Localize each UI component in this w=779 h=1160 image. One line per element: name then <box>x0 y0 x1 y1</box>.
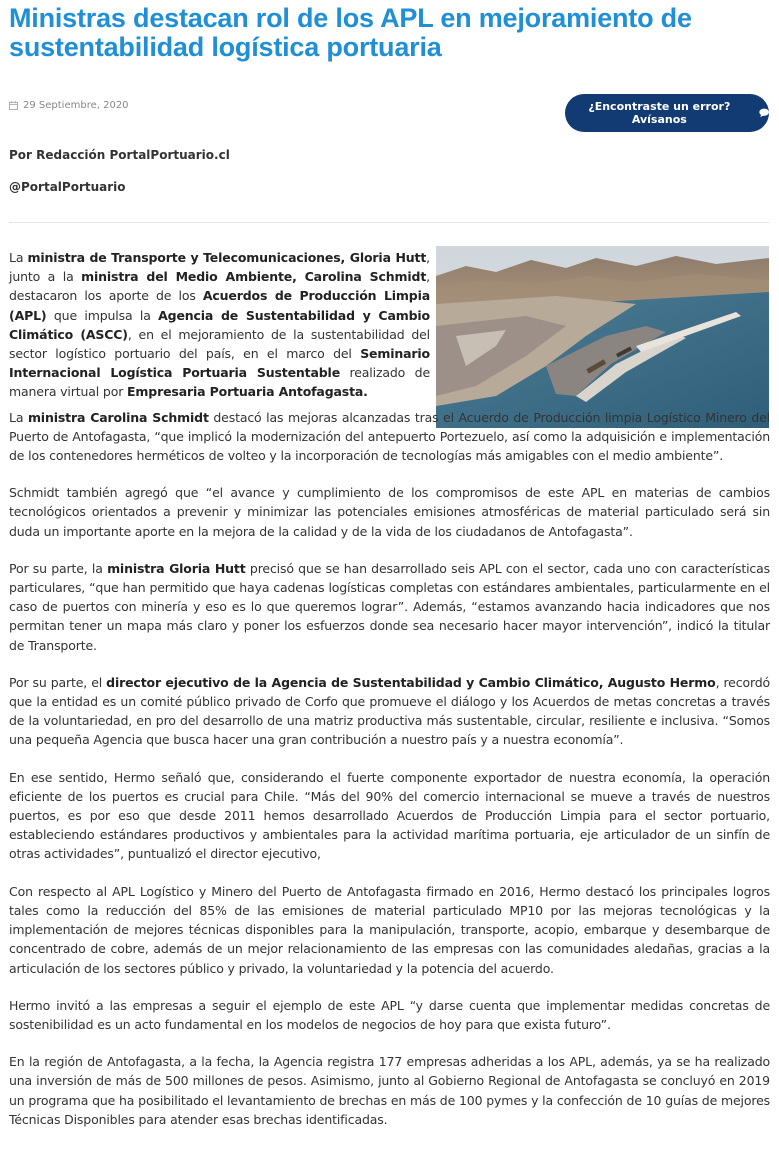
text-run: realizado de manera virtual por <box>9 365 430 400</box>
publish-date <box>9 100 129 111</box>
article-paragraph <box>9 882 770 978</box>
bold-text: Acuerdos de Producción Limpia (APL) <box>9 288 430 323</box>
text-run: Con respecto al APL Logístico y Minero del Puerto de Antofagasta firmado en 2016, Hermo destacó los principales logros tales como la reducción del 85% de las emisiones de material particulado MP10 por las mejoras tecnológicas y la implementación de mejores técnicas disponibles para la manipulación, transporte, acopio, embarque y desembarque de concentrado de cobre, además de un mejor relacionamiento de las empresas con las comunidades aledañas, gracias a la articulación de los sectores público y privado, la voluntariedad y la potencia del acuerdo. <box>9 883 770 976</box>
text-run: , recordó que la entidad es un comité público privado de Corfo que promueve el diálogo y los Acuerdos de metas concretas a través de la voluntariedad, en pro del desarrollo de una matriz productiva más sustentable, circular, resiliente e inclusiva. “Somos una pequeña Agencia que busca hacer una gran contribución a nuestro país y a nuestra economía”. <box>9 674 770 748</box>
author-byline: Por Redacción PortalPortuario.cl <box>9 148 230 162</box>
article-paragraph <box>9 248 770 402</box>
bold-text: ministra Gloria Hutt <box>107 560 246 576</box>
text-run: La <box>9 409 28 425</box>
text-run: En ese sentido, Hermo señaló que, considerando el fuerte componente exportador de nuestra economía, la operación eficiente de los puertos es crucial para Chile. “Más del 90% del comercio internacional se mueve a través de nuestros puertos, es por eso que desde 2011 hemos desarrollado Acuerdos de Producción Limpia para el sector portuario, estableciendo estándares productivos y ambientales para la actividad marítima portuaria, eje articulador de un sinfín de otras actividades”, puntualizó el director ejecutivo, <box>9 769 770 862</box>
bold-text: ministra Carolina Schmidt <box>27 409 209 425</box>
calendar-icon <box>9 101 18 110</box>
report-error-button[interactable] <box>565 94 769 132</box>
bold-text: ministra de Transporte y Telecomunicaciones, Gloria Hutt <box>27 250 427 265</box>
article-body <box>9 248 770 1147</box>
article-paragraph <box>9 483 770 541</box>
bold-text: Seminario Internacional Logística Portuaria Sustentable <box>9 346 430 381</box>
text-run: , destacaron los aporte de los <box>9 269 430 304</box>
text-run: Hermo invitó a las empresas a seguir el ejemplo de este APL “y darse cuenta que implementar medidas concretas de sostenibilidad es un acto fundamental en los modelos de negocios de hoy para que exista futuro”. <box>9 997 770 1032</box>
report-error-label: ¿Encontraste un error? Avísanos <box>588 100 731 126</box>
publish-date-text: 29 Septiembre, 2020 <box>23 100 129 111</box>
bold-text: Empresaria Portuaria Antofagasta. <box>127 384 368 400</box>
bold-text: director ejecutivo de la Agencia de Sustentabilidad y Cambio Climático, Augusto Hermo <box>106 674 716 690</box>
text-run: Por su parte, la <box>9 560 108 576</box>
article-paragraph <box>9 673 770 750</box>
text-run: que impulsa la <box>46 307 159 323</box>
article-paragraph <box>9 768 770 864</box>
page-title: Ministras destacan rol de los APL en mejoramiento de sustentabilidad logística portuaria <box>9 3 692 62</box>
text-run: destacó las mejoras alcanzadas tras el Acuerdo de Producción limpia Logístico Minero del Puerto de Antofagasta, “que implicó la modernización del antepuerto Portezuelo, así como la adquisición e implementación de los contenedores herméticos de volteo y la incorporación de tecnologías más amigables con el medio ambiente”. <box>9 409 770 464</box>
divider <box>9 222 769 223</box>
chat-bubble-icon <box>759 108 769 118</box>
article-paragraph <box>9 996 770 1034</box>
article-paragraph <box>9 408 770 466</box>
text-run: , junto a la <box>9 250 430 285</box>
text-run: Schmidt también agregó que “el avance y cumplimiento de los compromisos de este APL en materias de cambios tecnológicos orientados a prevenir y minimizar las potenciales emisiones atmosféricas de material particulado será sin duda un importante aporte en la mejora de la calidad y de la vida de los ciudadanos de Antofagasta”. <box>9 485 770 539</box>
article-paragraph <box>9 559 770 655</box>
bold-text: ministra del Medio Ambiente, Carolina Schmidt <box>81 269 427 285</box>
text-run: precisó que se han desarrollado seis APL con el sector, cada uno con características particulares, “que han permitido que haya cadenas logísticas completas con estándares ambientales, particularmente en el caso de puertos con minería y eso es lo que queremos lograr”. Además, “estamos avanzando hacia indicadores que nos permitan tener un mapa más claro y poner los esfuerzos donde sea necesario hacer mayor intervención”, indicó la titular de Transporte. <box>9 560 771 653</box>
article-paragraph <box>9 1052 770 1129</box>
text-run: La <box>9 250 28 265</box>
text-run: Por su parte, el <box>9 674 107 690</box>
twitter-handle[interactable]: @PortalPortuario <box>9 180 126 194</box>
text-run: , en el mejoramiento de la sustentabilidad del sector logístico portuario del país, en el marco del <box>9 326 430 362</box>
text-run: En la región de Antofagasta, a la fecha, la Agencia registra 177 empresas adheridas a los APL, además, ya se ha realizado una inversión de más de 500 millones de pesos. Asimismo, junto al Gobierno Regional de Antofagasta se concluyó en 2019 un programa que ha posibilitado el levantamiento de brechas en más de 100 pymes y la confección de 10 guías de mejores Técnicas Disponibles para atender esas brechas identificadas. <box>9 1054 770 1127</box>
bold-text: Agencia de Sustentabilidad y Cambio Climático (ASCC) <box>9 307 430 342</box>
